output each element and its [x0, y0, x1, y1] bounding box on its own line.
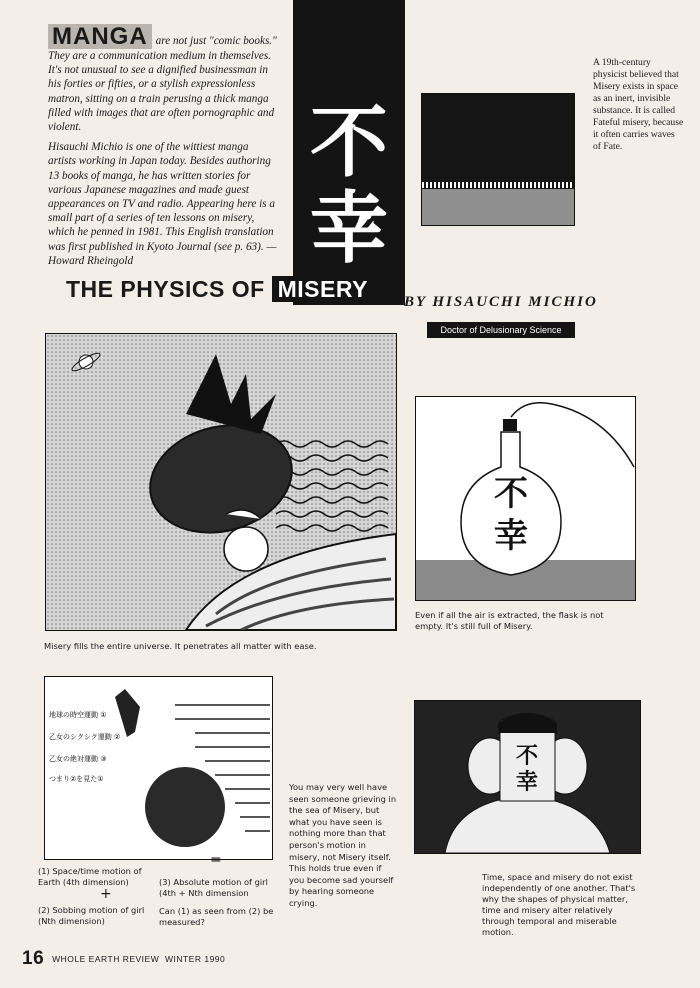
- plus-sign: +: [100, 886, 112, 902]
- svg-text:乙女のシクシク運動 ②: 乙女のシクシク運動 ②: [49, 733, 121, 741]
- kanji-fu: 不: [309, 98, 388, 188]
- kanji-band: [293, 0, 405, 305]
- flask-kanji-1: 不: [494, 474, 528, 514]
- three-heads-illustration: [415, 701, 640, 853]
- svg-text:幸: 幸: [515, 770, 539, 795]
- kanji-kou: 幸: [309, 184, 388, 274]
- caption-universe: Misery fills the entire universe. It penetrates all matter with ease.: [44, 641, 317, 651]
- caption-earth-motion: (1) Space/time motion of Earth (4th dimension): [38, 866, 142, 887]
- svg-text:地球の時空運動 ①: 地球の時空運動 ①: [49, 711, 107, 719]
- svg-text:不: 不: [515, 744, 539, 769]
- page-number: 16: [22, 948, 45, 969]
- title-misery-box: MISERY: [272, 276, 374, 302]
- manga-heading: MANGA: [48, 24, 152, 49]
- motion-diagram-illustration: [45, 677, 272, 859]
- misery-box-illustration: [421, 93, 575, 226]
- caption-flask: Even if all the air is extracted, the flask is not empty. It's still full of Misery.: [415, 610, 604, 631]
- panel-motion-diagram: [44, 676, 273, 860]
- panel-universe: [45, 333, 397, 631]
- panel-flask: [415, 396, 636, 601]
- earth-globe-icon: [145, 767, 225, 847]
- flask-kanji-2: 幸: [494, 516, 528, 556]
- girl-figure-icon: [115, 689, 140, 737]
- caption-absolute-motion: (3) Absolute motion of girl (4th + Nth dimension: [159, 877, 268, 898]
- sidenote-text: A 19th-century physicist believed that Misery exists in space as an inert, invisible substance. It is called Fateful misery, because it often carries waves of Fate.: [593, 57, 684, 152]
- intro-text: MANGA are not just "comic books." They are a communication medium in themselves. It's not unusual to see a dignified businessman in his forties or fifties, or a stylish expressionless matron, sitting on a train perusing a thick manga filled with images that are often pornographic and violent. Hisauchi Michio is one of the wittiest manga artists working in Japan today. Besides authoring 13 books of manga, he has written stories for various Japanese magazines and made guest appearances on TV and radio. Appearing here is a small part of a series of ten lessons on misery, which he penned in 1981. This English translation was first published in Kyoto Journal (see p. 63). —Howard Rheingold: [48, 23, 277, 267]
- caption-heads: Time, space and misery do not exist independently of one another. That's why the shapes of physical matter, time and misery alter relatively through temporal and miserable motion.: [482, 872, 636, 937]
- caption-question: Can (1) as seen from (2) be measured?: [159, 906, 274, 927]
- universe-illustration: [46, 334, 396, 630]
- intro-paragraph-2: Hisauchi Michio is one of the wittiest manga artists working in Japan today. Besides authoring 13 books of manga, he has written stories for various Japanese magazines and made guest appearances on TV and radio. Appearing here is a small part of a series of ten lessons on misery, which he penned in 1981. This English translation was first published in Kyoto Journal (see p. 63). —Howard Rheingold: [48, 141, 277, 267]
- equals-sign: =: [210, 852, 222, 868]
- page-footer: 16 WHOLE EARTH REVIEW WINTER 1990: [22, 948, 226, 969]
- svg-text:乙女の絶対運動 ③: 乙女の絶対運動 ③: [49, 755, 107, 763]
- flask-illustration: [416, 397, 635, 600]
- byline: BY HISAUCHI MICHIO: [404, 294, 598, 310]
- center-column-text: You may very well have seen someone grieving in the sea of Misery, but what you have seen is nothing more than that person's motion in misery, not Misery itself. This holds true even if you become sad yourself by hearing someone crying.: [289, 782, 397, 908]
- author-subtitle-badge: Doctor of Delusionary Science: [427, 322, 575, 338]
- svg-text:つまり②を見た①: つまり②を見た①: [49, 775, 104, 783]
- caption-sobbing-motion: (2) Sobbing motion of girl (Nth dimension): [38, 905, 145, 926]
- article-title: THE PHYSICS OF MISERY: [66, 276, 374, 303]
- panel-three-heads: [414, 700, 641, 854]
